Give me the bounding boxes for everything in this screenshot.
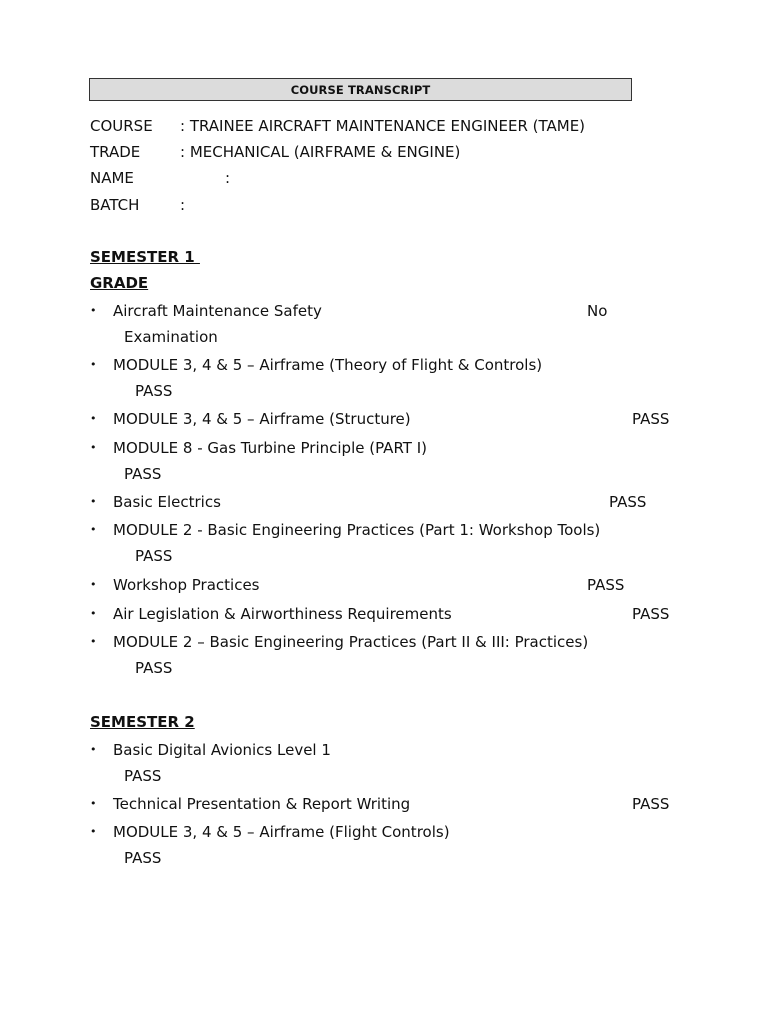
bullet-icon: • xyxy=(90,578,97,591)
sem1-grade: Examination xyxy=(124,328,218,346)
bullet-icon: • xyxy=(90,797,97,810)
sem1-grade: PASS xyxy=(632,410,670,428)
trade-label: TRADE xyxy=(90,143,141,161)
sem2-grade: PASS xyxy=(632,795,670,813)
sem1-subject: MODULE 3, 4 & 5 – Airframe (Structure) xyxy=(113,410,411,428)
name-label: NAME xyxy=(90,169,134,187)
sem1-subject: MODULE 2 – Basic Engineering Practices (Part II & III: Practices) xyxy=(113,633,589,651)
name-value: : xyxy=(225,169,231,187)
bullet-icon: • xyxy=(90,412,97,425)
bullet-icon: • xyxy=(90,743,97,756)
sem2-subject: Basic Digital Avionics Level 1 xyxy=(113,741,331,759)
sem2-grade: PASS xyxy=(124,849,162,867)
sem1-subject: MODULE 3, 4 & 5 – Airframe (Theory of Flight & Controls) xyxy=(113,356,543,374)
sem1-subject: MODULE 8 - Gas Turbine Principle (PART I) xyxy=(113,439,427,457)
grade-heading: GRADE xyxy=(90,274,149,292)
sem1-grade: PASS xyxy=(135,382,173,400)
sem2-subject: MODULE 3, 4 & 5 – Airframe (Flight Controls) xyxy=(113,823,450,841)
sem1-grade: No xyxy=(587,302,608,320)
sem1-grade: PASS xyxy=(632,605,670,623)
bullet-icon: • xyxy=(90,358,97,371)
bullet-icon: • xyxy=(90,441,97,454)
bullet-icon: • xyxy=(90,523,97,536)
batch-value: : xyxy=(180,196,186,214)
sem1-grade: PASS xyxy=(587,576,625,594)
semester-2-heading: SEMESTER 2 xyxy=(90,713,195,731)
bullet-icon: • xyxy=(90,825,97,838)
sem1-grade: PASS xyxy=(124,465,162,483)
sem1-subject: Aircraft Maintenance Safety xyxy=(113,302,322,320)
semester-1-heading: SEMESTER 1 xyxy=(90,248,200,266)
sem1-subject: MODULE 2 - Basic Engineering Practices (Part 1: Workshop Tools) xyxy=(113,521,601,539)
bullet-icon: • xyxy=(90,635,97,648)
batch-label: BATCH xyxy=(90,196,140,214)
sem1-grade: PASS xyxy=(135,547,173,565)
bullet-icon: • xyxy=(90,607,97,620)
sem1-grade: PASS xyxy=(135,659,173,677)
sem2-subject: Technical Presentation & Report Writing xyxy=(113,795,411,813)
bullet-icon: • xyxy=(90,495,97,508)
sem1-subject: Basic Electrics xyxy=(113,493,221,511)
sem1-subject: Workshop Practices xyxy=(113,576,260,594)
bullet-icon: • xyxy=(90,304,97,317)
trade-value: : MECHANICAL (AIRFRAME & ENGINE) xyxy=(180,143,461,161)
transcript-title-box xyxy=(89,78,632,101)
transcript-title: COURSE TRANSCRIPT xyxy=(290,82,431,97)
course-value: : TRAINEE AIRCRAFT MAINTENANCE ENGINEER (TAME) xyxy=(180,117,586,135)
sem1-grade: PASS xyxy=(609,493,647,511)
course-label: COURSE xyxy=(90,117,153,135)
sem2-grade: PASS xyxy=(124,767,162,785)
sem1-subject: Air Legislation & Airworthiness Requirements xyxy=(113,605,452,623)
